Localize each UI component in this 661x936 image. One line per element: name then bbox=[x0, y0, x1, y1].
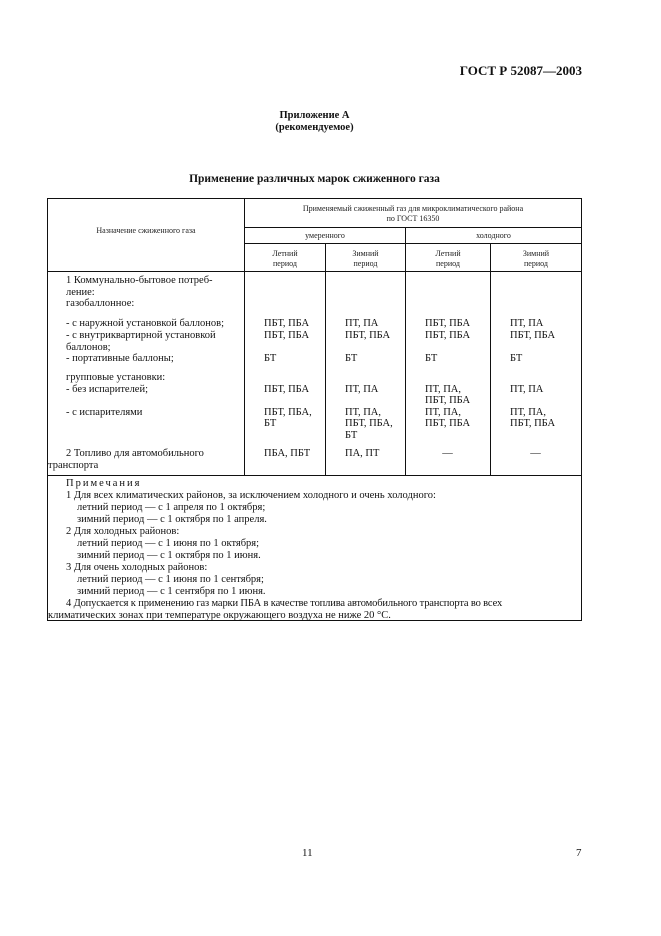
value-cell bbox=[425, 407, 470, 430]
row-evap-label: - с испарителями bbox=[66, 406, 143, 418]
row-household-title: 1 Коммунально-бытовое потреб- bbox=[66, 275, 213, 286]
value-line: ПБТ, ПБА bbox=[425, 418, 471, 429]
value-cell: ПБТ, ПБА bbox=[510, 330, 556, 341]
value-line: ПБТ, ПБА bbox=[510, 418, 556, 429]
value-cell: — bbox=[442, 448, 453, 459]
header-word: период bbox=[524, 258, 548, 268]
header-winter-moderate bbox=[326, 249, 405, 268]
value-cell: ПТ, ПА bbox=[345, 383, 379, 395]
note-3-summer: летний период — с 1 июня по 1 сентября; bbox=[77, 574, 264, 585]
header-word: Летний bbox=[435, 249, 461, 258]
annex-heading bbox=[0, 110, 629, 134]
row-indoor-label: - с внутриквартирной установкой bbox=[66, 330, 216, 341]
value-cell: БТ bbox=[425, 353, 438, 364]
row-cylinder-title: газобаллонное: bbox=[66, 298, 135, 309]
value-cell: БТ bbox=[264, 353, 277, 364]
header-purpose: Назначение сжиженного газа bbox=[96, 226, 196, 235]
value-cell: ПБТ, ПБА bbox=[345, 330, 391, 341]
note-2-winter: зимний период — с 1 октября по 1 июня. bbox=[77, 550, 261, 561]
divider bbox=[48, 475, 581, 476]
value-cell: ПБТ, ПБА bbox=[264, 383, 310, 395]
value-cell: ПБТ, ПБА bbox=[425, 330, 471, 341]
value-cell: ПБТ, ПБА bbox=[264, 318, 310, 329]
page-number-right: 7 bbox=[576, 847, 582, 859]
table-title: Применение различных марок сжиженного газа bbox=[189, 173, 440, 185]
note-1-summer: летний период — с 1 апреля по 1 октября; bbox=[77, 502, 266, 513]
row-indoor-label: баллонов; bbox=[66, 341, 111, 353]
value-cell: ПТ, ПА bbox=[345, 318, 379, 329]
value-cell bbox=[425, 384, 470, 407]
header-word: Летний bbox=[272, 249, 298, 258]
header-summer-cold bbox=[406, 249, 490, 268]
header-word: период bbox=[436, 258, 460, 268]
row-no-evap-label: - без испарителей; bbox=[66, 383, 149, 395]
value-cell bbox=[264, 407, 312, 430]
value-line: ПТ, ПА, bbox=[425, 383, 461, 395]
divider bbox=[325, 243, 326, 475]
value-line: ПТ, ПА, bbox=[345, 406, 381, 418]
value-cell: ПТ, ПА bbox=[510, 383, 544, 395]
header-summer-moderate bbox=[245, 249, 325, 268]
row-portable-label: - портативные баллоны; bbox=[66, 353, 174, 364]
value-cell: БТ bbox=[345, 353, 358, 364]
header-word: Зимний bbox=[352, 249, 379, 258]
value-line: ПБТ, ПБА, bbox=[345, 418, 393, 429]
header-moderate: умеренного bbox=[305, 231, 345, 240]
note-3: 3 Для очень холодных районов: bbox=[66, 562, 208, 573]
row-group-title: групповые установки: bbox=[66, 372, 166, 383]
note-4: 4 Допускается к применению газ марки ПБА в качестве топлива автомобильного транспорта во всех bbox=[66, 598, 503, 609]
gas-usage-table bbox=[47, 198, 582, 621]
value-cell: ПТ, ПА bbox=[510, 318, 544, 329]
value-cell: ПБТ, ПБА bbox=[425, 318, 471, 329]
value-cell: ПБТ, ПБА bbox=[264, 330, 310, 341]
header-word: период bbox=[353, 258, 378, 268]
value-cell: — bbox=[530, 448, 541, 459]
note-2: 2 Для холодных районов: bbox=[66, 526, 180, 537]
value-line: ПБТ, ПБА, bbox=[264, 406, 312, 418]
note-1: 1 Для всех климатических районов, за исключением холодного и очень холодного: bbox=[66, 490, 436, 501]
note-3-winter: зимний период — с 1 сентября по 1 июня. bbox=[77, 586, 266, 597]
header-applied-gas-line: по ГОСТ 16350 bbox=[386, 213, 440, 223]
value-line: ПТ, ПА, bbox=[510, 406, 546, 418]
row-auto-label: транспорта bbox=[48, 459, 99, 471]
value-cell: ПА, ПТ bbox=[345, 448, 380, 459]
value-line: ПБТ, ПБА bbox=[425, 395, 471, 406]
row-auto-label: 2 Топливо для автомобильного bbox=[66, 448, 204, 459]
annex-title: Приложение А bbox=[279, 110, 350, 121]
header-applied-gas-line: Применяемый сжиженный газ для микроклиматического района bbox=[302, 204, 524, 213]
divider bbox=[490, 243, 491, 475]
divider bbox=[244, 227, 581, 228]
value-cell: БТ bbox=[510, 353, 523, 364]
note-1-winter: зимний период — с 1 октября по 1 апреля. bbox=[77, 514, 267, 525]
value-line: БТ bbox=[345, 429, 358, 441]
notes-heading: Примечания bbox=[66, 478, 142, 489]
divider bbox=[244, 243, 581, 244]
value-line: ПТ, ПА, bbox=[425, 406, 461, 418]
divider bbox=[48, 271, 581, 272]
header-applied-gas bbox=[245, 204, 581, 223]
value-cell bbox=[510, 407, 555, 430]
annex-status: (рекомендуемое) bbox=[275, 122, 354, 133]
value-cell bbox=[345, 407, 393, 442]
header-word: период bbox=[273, 258, 297, 268]
header-winter-cold bbox=[491, 249, 581, 268]
header-cold: холодного bbox=[476, 231, 511, 240]
row-outdoor-label: - с наружной установкой баллонов; bbox=[66, 318, 225, 329]
page-number-center: 11 bbox=[302, 847, 313, 859]
row-household-title: ление: bbox=[66, 286, 95, 298]
note-4-cont: климатических зонах при температуре окружающего воздуха не ниже 20 °С. bbox=[48, 610, 391, 621]
value-cell: ПБА, ПБТ bbox=[264, 448, 311, 459]
value-line: БТ bbox=[264, 418, 277, 429]
header-word: Зимний bbox=[522, 249, 550, 258]
document-code: ГОСТ Р 52087—2003 bbox=[459, 63, 582, 78]
note-2-summer: летний период — с 1 июня по 1 октября; bbox=[77, 538, 260, 549]
